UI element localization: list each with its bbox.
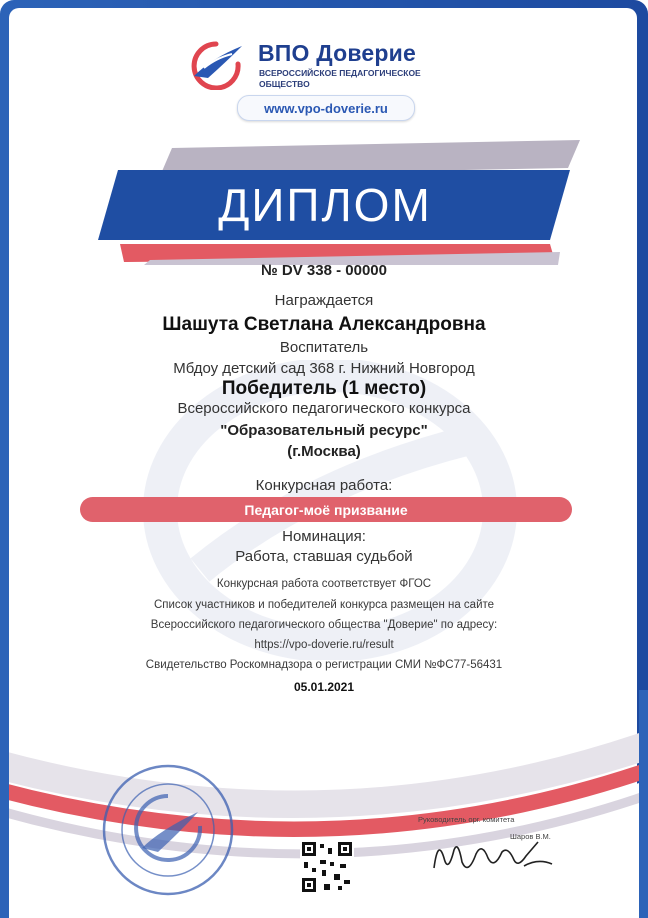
contest-name: "Образовательный ресурс" bbox=[220, 422, 428, 439]
recipient-name: Шашута Светлана Александровна bbox=[162, 314, 486, 335]
award-place: Победитель (1 место) bbox=[221, 378, 427, 399]
contest-city: (г.Москва) bbox=[287, 443, 361, 460]
signature-title: Руководитель орг. комитета bbox=[418, 815, 515, 824]
nomination-label: Номинация: bbox=[282, 528, 366, 545]
work-label: Конкурсная работа: bbox=[255, 477, 393, 494]
diploma-number: № DV 338 - 00000 bbox=[261, 262, 387, 279]
issue-date: 05.01.2021 bbox=[293, 680, 355, 694]
qr-code-icon[interactable] bbox=[300, 840, 354, 894]
diploma-title: ДИПЛОМ bbox=[218, 179, 432, 231]
results-url[interactable]: https://vpo-doverie.ru/result bbox=[254, 639, 394, 651]
brand-subtitle: ВСЕРОССИЙСКОЕ ПЕДАГОГИЧЕСКОЕ ОБЩЕСТВО bbox=[259, 68, 421, 89]
registry-note: Свидетельство Роскомнадзора о регистрации СМИ №ФС77-56431 bbox=[145, 659, 503, 671]
seal-stamp-icon bbox=[98, 760, 238, 900]
signature-name: Шаров В.М. bbox=[510, 832, 551, 841]
brand-title: ВПО Доверие bbox=[258, 40, 416, 66]
recipient-position: Воспитатель bbox=[279, 339, 369, 356]
website-link[interactable]: www.vpo-doverie.ru bbox=[237, 95, 415, 121]
work-title-badge: Педагог-моё призвание bbox=[80, 497, 572, 522]
nomination-value: Работа, ставшая судьбой bbox=[235, 548, 413, 565]
awarded-label: Награждается bbox=[274, 292, 374, 309]
results-note-line2: Всероссийского педагогического общества "Доверие" по адресу: bbox=[150, 619, 498, 631]
contest-description: Всероссийского педагогического конкурса bbox=[177, 400, 471, 417]
vpo-logo-icon bbox=[186, 38, 246, 90]
results-note-line1: Список участников и победителей конкурса размещен на сайте bbox=[153, 599, 495, 611]
fgos-note: Конкурсная работа соответствует ФГОС bbox=[216, 578, 432, 590]
recipient-organization: Мбдоу детский сад 368 г. Нижний Новгород bbox=[173, 360, 475, 377]
handwritten-signature bbox=[428, 828, 568, 883]
